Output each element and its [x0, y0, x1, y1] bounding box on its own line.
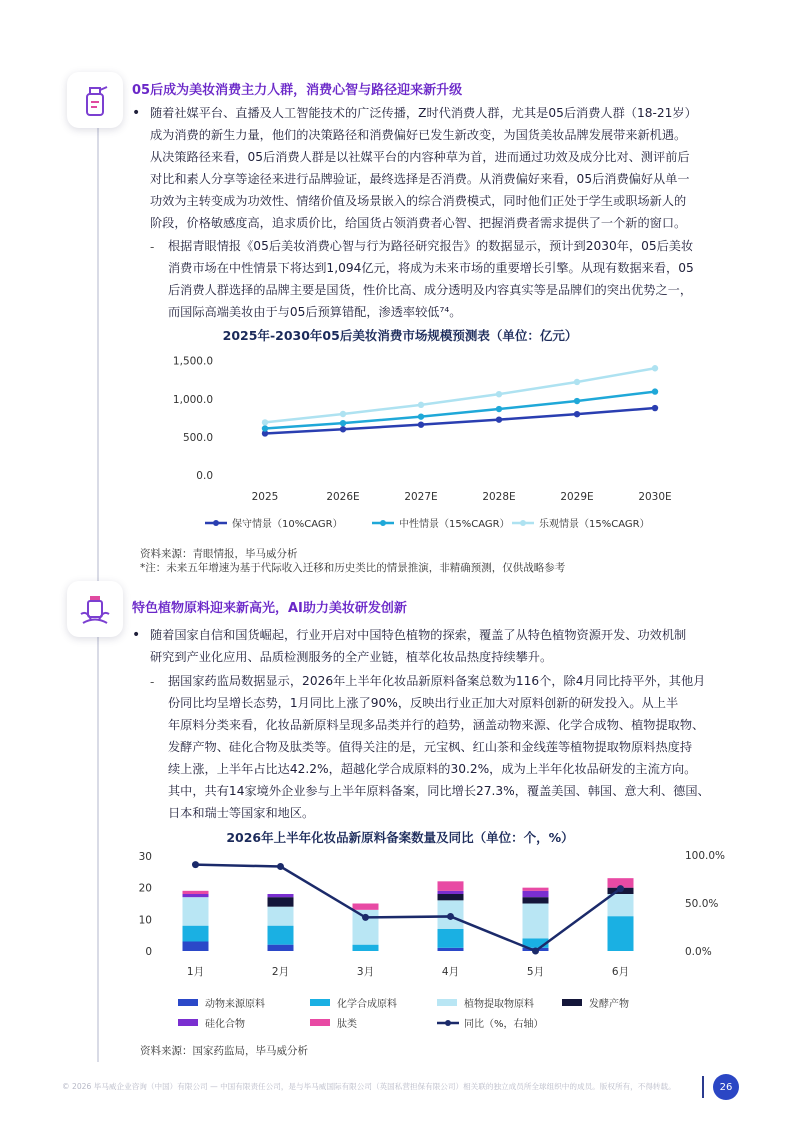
x-tick-label: 2028E: [482, 491, 516, 503]
y-tick-label: 500.0: [182, 431, 213, 444]
legend-label: 中性情景（15%CAGR）: [399, 519, 510, 530]
legend-swatch: [178, 999, 198, 1006]
text-line: 研究到产业化应用、品质检测服务的全产业链，植萃化妆品热度持续攀升。: [150, 650, 553, 664]
y-left-tick-label: 20: [138, 882, 152, 895]
text-line: 而国际高端美妆由于与05后预算错配，渗透率较低⁷⁴。: [168, 305, 462, 319]
text-line: 发酵产物、硅化合物及肽类等。值得关注的是，元宝枫、红山茶和金线莲等植物提取物原料热度持: [168, 740, 693, 754]
data-point: [496, 416, 502, 422]
bar-segment: [268, 926, 294, 945]
legend-swatch: [178, 1019, 198, 1026]
data-point: [418, 402, 424, 408]
text-line: 后消费人群选择的品牌主要是国货，性价比高、成分透明及内容真实等是品牌们的突出优势之一，: [168, 283, 693, 297]
legend-marker: [213, 520, 219, 526]
section-title: 特色植物原料迎来新高光，AI助力美妆研发创新: [132, 601, 407, 616]
yoy-point: [192, 861, 199, 868]
legend-marker: [445, 1020, 451, 1026]
data-point: [574, 379, 580, 385]
text-line: 其中，共有14家境外企业参与上半年原料备案，同比增长27.3%，覆盖美国、韩国、意大利、德国、: [168, 784, 710, 798]
y-left-tick-label: 0: [145, 946, 152, 958]
data-point: [262, 419, 268, 425]
data-point: [652, 405, 658, 411]
y-right-tick-label: 0.0%: [685, 946, 712, 958]
data-point: [496, 391, 502, 397]
x-tick-label: 4月: [441, 966, 460, 978]
data-point: [340, 411, 346, 417]
text-line: 从决策路径来看，05后消费人群是以社媒平台的内容种草为首，进而通过功效及成分比对、测评前后: [150, 150, 690, 164]
bar-segment: [268, 897, 294, 907]
yoy-point: [277, 863, 284, 870]
y-left-tick-label: 30: [138, 851, 152, 863]
legend-label: 同比（%，右轴）: [464, 1019, 544, 1030]
text-line: 对比和素人分享等途径来进行品牌验证，最终选择是否消费。从消费偏好来看，05后消费偏好从单一: [150, 172, 690, 186]
y-left-tick-label: 10: [138, 914, 152, 927]
section1-bullet-paragraph: [150, 102, 740, 234]
bar-segment: [608, 916, 634, 951]
series-line: [265, 368, 655, 422]
bar-segment: [438, 881, 464, 891]
yoy-point: [362, 914, 369, 921]
y-tick-label: 1,000.0: [172, 393, 213, 406]
x-tick-label: 2026E: [326, 491, 360, 503]
footer-copyright: © 2026 毕马威企业咨询（中国）有限公司 — 中国有限责任公司，是与毕马威国际有限公司（英国私营担保有限公司）相关联的独立成员所全球组织中的成员。版权所有，不得转载。: [62, 1082, 676, 1091]
bar-segment: [183, 897, 209, 926]
bar-segment: [523, 891, 549, 897]
bar-segment: [268, 907, 294, 926]
text-line: 续上涨，上半年占比达42.2%，超越化学合成原料的30.2%，成为上半年化妆品研发的主流方向。: [168, 762, 697, 776]
data-point: [652, 365, 658, 371]
text-line: 成为消费的新生力量，他们的决策路径和消费偏好已发生新改变，为国货美妆品牌发展带来新机遇。: [150, 128, 687, 142]
bar-segment: [183, 894, 209, 897]
legend-label: 化学合成原料: [337, 999, 397, 1010]
x-tick-label: 1月: [186, 966, 205, 978]
x-tick-label: 3月: [356, 966, 375, 978]
yoy-point: [617, 885, 624, 892]
legend-swatch: [310, 1019, 330, 1026]
cosmetic-bottle-icon: [67, 72, 123, 128]
x-tick-label: 2029E: [560, 491, 594, 503]
legend-label: 动物来源原料: [205, 999, 265, 1010]
x-tick-label: 6月: [611, 966, 630, 978]
legend-swatch: [310, 999, 330, 1006]
data-point: [418, 421, 424, 427]
page-number: 26: [713, 1074, 739, 1100]
data-point: [340, 420, 346, 426]
dash-marker: -: [150, 675, 155, 689]
line-chart: [140, 345, 760, 545]
text-line: 随着社媒平台、直播及人工智能技术的广泛传播，Z时代消费人群，尤其是05后消费人群（18-21岁）: [150, 106, 697, 120]
yoy-line: [196, 865, 621, 951]
plant-cosmetic-icon: [67, 581, 123, 637]
chart1-note: *注：未来五年增速为基于代际收入迁移和历史类比的情景推演，非精确预测，仅供战略参考: [140, 562, 566, 574]
y-tick-label: 0.0: [196, 470, 213, 482]
bar-segment: [523, 888, 549, 891]
legend-label: 肽类: [337, 1019, 357, 1030]
bullet-marker: •: [132, 627, 141, 643]
text-line: 消费市场在中性情景下将达到1,094亿元，将成为未来市场的重要增长引擎。从现有数据来看，05: [168, 261, 694, 275]
data-point: [262, 425, 268, 431]
data-point: [652, 388, 658, 394]
data-point: [340, 426, 346, 432]
text-line: 份同比均呈增长态势，1月同比上涨了90%，反映出行业正加大对原料创新的研发投入。从上半: [168, 696, 679, 710]
text-line: 根据青眼情报《05后美妆消费心智与行为路径研究报告》的数据显示，预计到2030年，05后美妆: [168, 239, 694, 253]
data-point: [496, 406, 502, 412]
x-tick-label: 2030E: [638, 491, 672, 503]
footer-divider: [702, 1076, 704, 1098]
bar-segment: [523, 897, 549, 903]
bar-segment: [353, 945, 379, 951]
data-point: [574, 411, 580, 417]
section2-bullet-paragraph: [150, 624, 740, 668]
data-point: [574, 398, 580, 404]
legend-label: 植物提取物原料: [464, 999, 534, 1010]
x-tick-label: 5月: [526, 966, 545, 978]
yoy-point: [447, 913, 454, 920]
text-line: 功效为主转变成为功效性、情绪价值及场景嵌入的综合消费模式，同时他们正处于学生或职场新人的: [150, 194, 687, 208]
dash-marker: -: [150, 240, 155, 254]
bar-segment: [438, 929, 464, 948]
x-tick-label: 2025: [251, 491, 279, 503]
bar-segment: [438, 894, 464, 900]
bar-segment: [268, 894, 294, 897]
section-title: 05后成为美妆消费主力人群，消费心智与路径迎来新升级: [132, 83, 463, 98]
stacked-bar-chart: [130, 845, 750, 1035]
legend-label: 乐观情景（15%CAGR）: [539, 519, 650, 530]
y-tick-label: 1,500.0: [172, 355, 213, 368]
data-point: [418, 413, 424, 419]
bar-segment: [438, 948, 464, 951]
section2-sub-paragraph: [168, 670, 740, 824]
legend-swatch: [562, 999, 582, 1006]
text-line: 日本和瑞士等国家和地区。: [168, 806, 315, 820]
text-line: 阶段，价格敏感度高，追求质价比，给国货占领消费者心智、把握消费者需求提供了一个新的窗口。: [150, 216, 687, 230]
chart2-title: 2026年上半年化妆品新原料备案数量及同比（单位：个，%）: [226, 830, 574, 845]
legend-label: 保守情景（10%CAGR）: [232, 519, 343, 530]
bar-segment: [353, 904, 379, 910]
bar-segment: [183, 942, 209, 952]
section1-sub-paragraph: [168, 235, 740, 323]
bullet-marker: •: [132, 105, 141, 121]
y-right-tick-label: 100.0%: [685, 850, 726, 862]
y-right-tick-label: 50.0%: [685, 898, 719, 910]
bar-segment: [268, 945, 294, 951]
yoy-point: [532, 948, 539, 955]
chart2-source: 资料来源：国家药监局，毕马威分析: [140, 1045, 308, 1057]
chart1-source: 资料来源：青眼情报，毕马威分析: [140, 548, 298, 560]
bar-segment: [523, 904, 549, 939]
legend-swatch: [437, 999, 457, 1006]
bar-segment: [608, 894, 634, 916]
text-line: 据国家药监局数据显示，2026年上半年化妆品新原料备案总数为116个，除4月同比持平外，其他月: [168, 674, 706, 688]
bar-segment: [183, 891, 209, 894]
text-line: 年原料分类来看，化妆品新原料呈现多品类并行的趋势，涵盖动物来源、化学合成物、植物提取物、: [168, 718, 705, 732]
legend-marker: [520, 520, 526, 526]
legend-marker: [380, 520, 386, 526]
x-tick-label: 2027E: [404, 491, 438, 503]
bar-segment: [183, 926, 209, 942]
bar-segment: [438, 891, 464, 894]
x-tick-label: 2月: [271, 966, 290, 978]
chart1-title: 2025年-2030年05后美妆消费市场规模预测表（单位：亿元）: [222, 328, 578, 343]
legend-label: 硅化合物: [205, 1019, 245, 1030]
text-line: 随着国家自信和国货崛起，行业开启对中国特色植物的探索，覆盖了从特色植物资源开发、功效机制: [150, 628, 687, 642]
legend-label: 发酵产物: [589, 999, 629, 1010]
